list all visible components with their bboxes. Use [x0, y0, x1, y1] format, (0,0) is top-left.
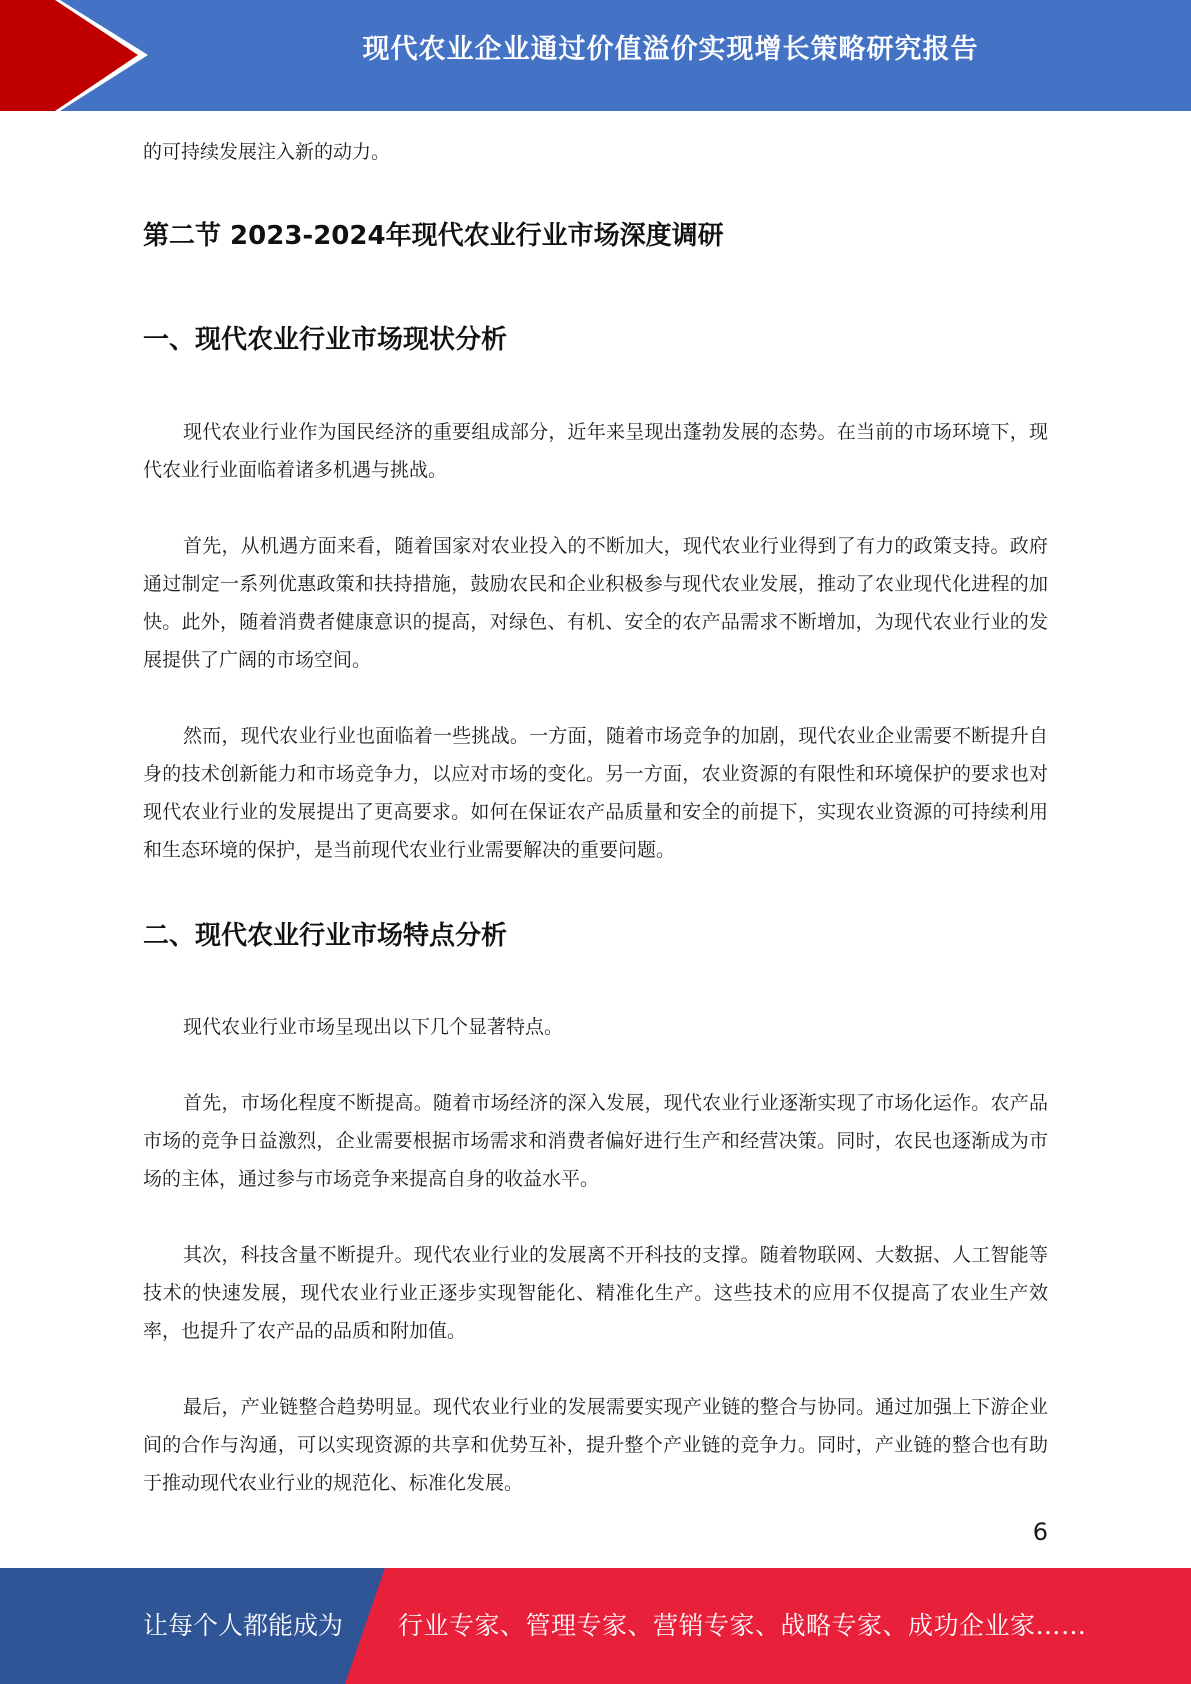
part2-paragraph-4: 最后，产业链整合趋势明显。现代农业行业的发展需要实现产业链的整合与协同。通过加强上下游企业间的合作与沟通，可以实现资源的共享和优势互补，提升整个产业链的竞争力。同时，产业链的整合也有助于推动现代农业行业的规范化、标准化发展。 [143, 1396, 1048, 1494]
footer-slogan-right: 行业专家、管理专家、营销专家、战略专家、成功企业家…… [398, 1611, 1087, 1640]
header-title: 现代农业企业通过价值溢价实现增长策略研究报告 [362, 34, 979, 65]
part1-title: 一、现代农业行业市场现状分析 [143, 325, 508, 355]
section-title: 第二节 2023-2024年现代农业行业市场深度调研 [143, 221, 724, 251]
part1-paragraph-1: 现代农业行业作为国民经济的重要组成部分，近年来呈现出蓬勃发展的态势。在当前的市场环境下，现代农业行业面临着诸多机遇与挑战。 [143, 421, 1048, 481]
part1-paragraph-2: 首先，从机遇方面来看，随着国家对农业投入的不断加大，现代农业行业得到了有力的政策支持。政府通过制定一系列优惠政策和扶持措施，鼓励农民和企业积极参与现代农业发展，推动了农业现代化进程的加快。此外，随着消费者健康意识的提高，对绿色、有机、安全的农产品需求不断增加，为现代农业行业的发展提供了广阔的市场空间。 [143, 535, 1048, 671]
part2-title: 二、现代农业行业市场特点分析 [143, 921, 508, 951]
page-footer [0, 1568, 1191, 1684]
part2-paragraph-1: 现代农业行业市场呈现出以下几个显著特点。 [183, 1016, 564, 1038]
part2-paragraph-2: 首先，市场化程度不断提高。随着市场经济的深入发展，现代农业行业逐渐实现了市场化运作。农产品市场的竞争日益激烈，企业需要根据市场需求和消费者偏好进行生产和经营决策。同时，农民也逐渐成为市场的主体，通过参与市场竞争来提高自身的收益水平。 [143, 1092, 1048, 1190]
footer-slogan-left: 让每个人都能成为 [143, 1611, 344, 1640]
intro-paragraph: 的可持续发展注入新的动力。 [143, 141, 391, 163]
page-number: 6 [1032, 1518, 1048, 1546]
part2-paragraph-3: 其次，科技含量不断提升。现代农业行业的发展离不开科技的支撑。随着物联网、大数据、人工智能等技术的快速发展，现代农业行业正逐步实现智能化、精准化生产。这些技术的应用不仅提高了农业生产效率，也提升了农产品的品质和附加值。 [143, 1244, 1048, 1342]
part1-paragraph-3: 然而，现代农业行业也面临着一些挑战。一方面，随着市场竞争的加剧，现代农业企业需要不断提升自身的技术创新能力和市场竞争力，以应对市场的变化。另一方面，农业资源的有限性和环境保护的要求也对现代农业行业的发展提出了更高要求。如何在保证农产品质量和安全的前提下，实现农业资源的可持续利用和生态环境的保护，是当前现代农业行业需要解决的重要问题。 [143, 725, 1048, 861]
page-header [0, 0, 1191, 111]
